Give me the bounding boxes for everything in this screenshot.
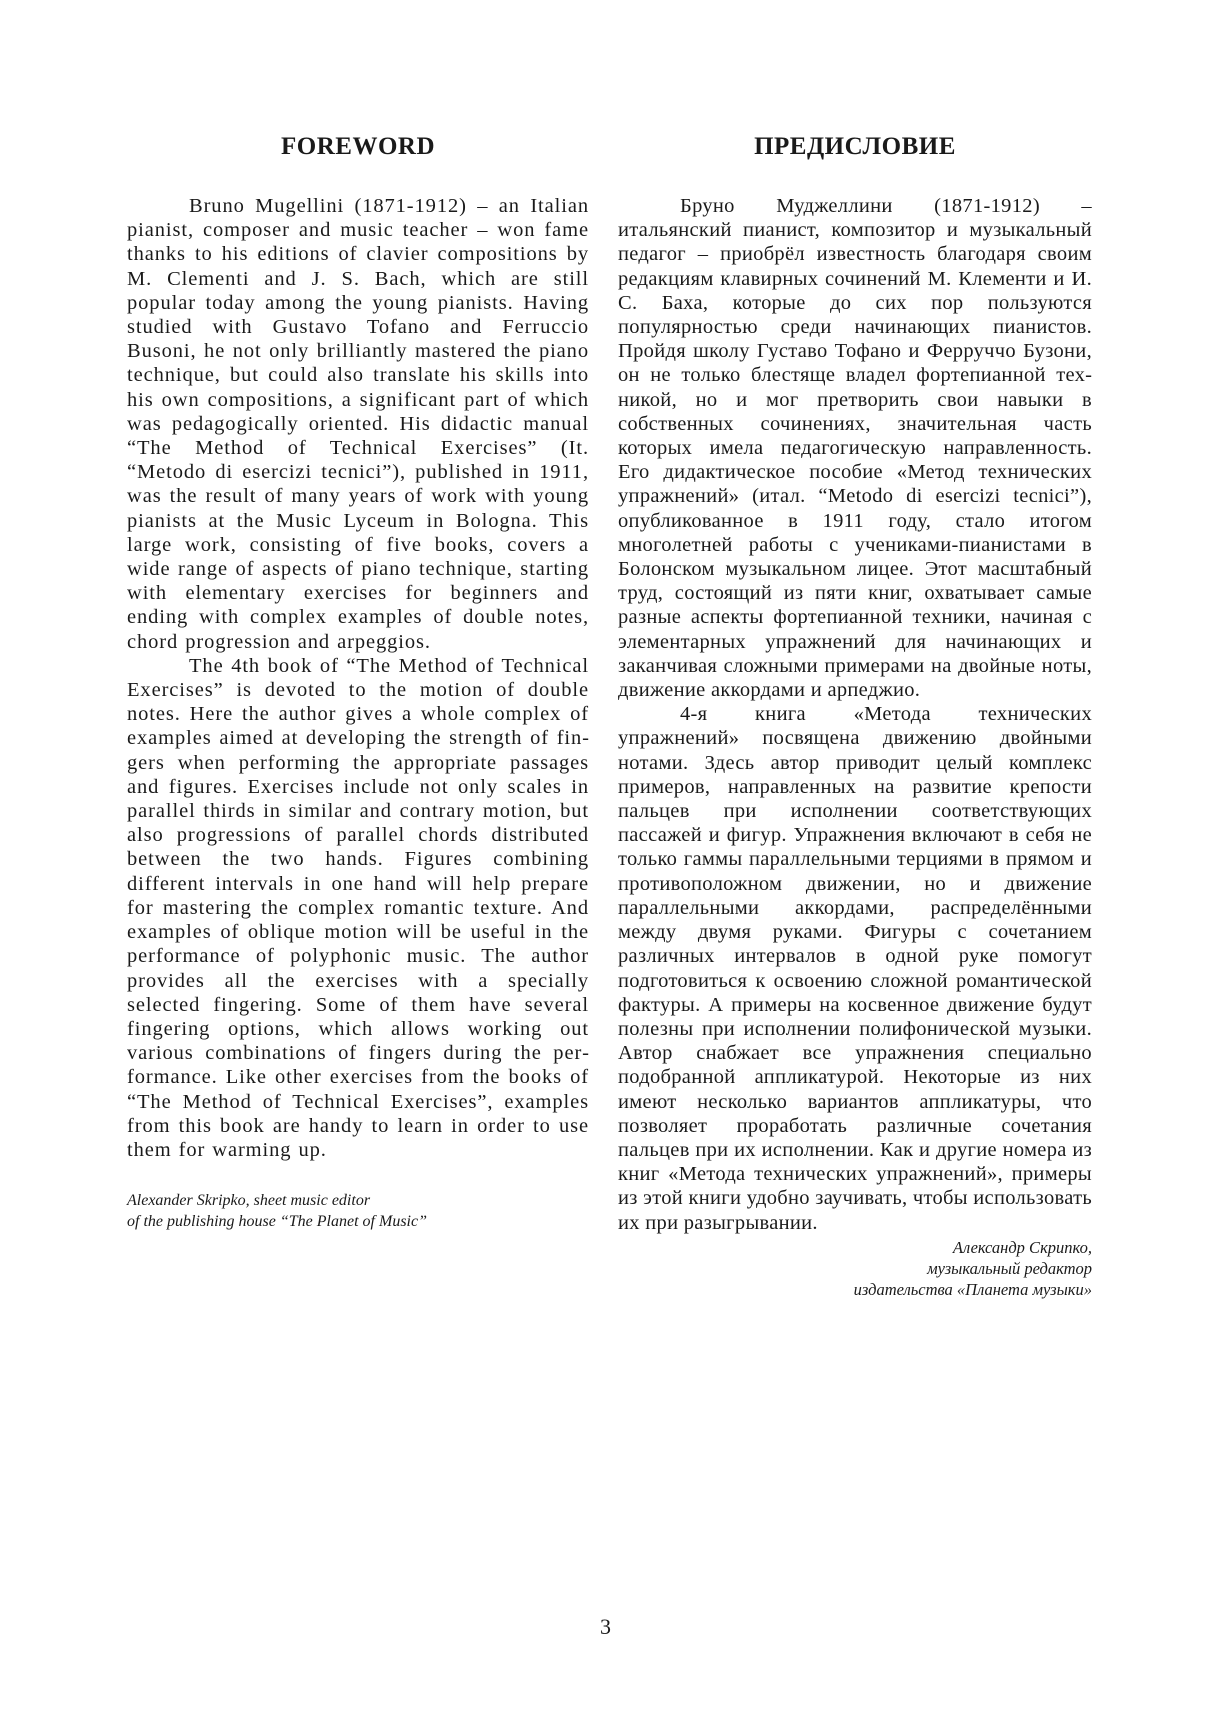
signature-line: Александр Скрипко,	[952, 1237, 1092, 1257]
foreword-english-column	[127, 132, 589, 1232]
signature	[127, 1190, 589, 1232]
foreword-russian-column	[618, 132, 1092, 1300]
signature-line: of the publishing house “The Planet of Music”	[127, 1213, 427, 1231]
signature-line: Alexander Skripko, sheet music editor	[127, 1192, 371, 1210]
foreword-body-russian	[618, 194, 1092, 1235]
paragraph: Bruno Mugellini (1871-1912) – an Italian pianist, composer and music teacher – won fame thanks to his editions of clavier compositions by M. Clementi and J. S. Bach, which are still popular today among the young pianists. Having studied with Gustavo Tofano and Ferruccio Busoni, he not only brilliantly mastered the piano technique, but could also translate his skills into his own compositions, a significant part of which was pedagogically oriented. His didactic manual “The Method of Technical Exercises” (It. “Metodo di esercizi tecnici”), published in 1911, was the result of many years of work with young pianists at the Music Lyceum in Bologna. This large work, consisting of five books, covers a wide range of aspects of piano technique, starting with elementary exercises for beginners and ending with complex examples of double notes, chord progression and arpeggios.	[127, 195, 589, 653]
paragraph: Бруно Муджеллини (1871-1912) – итальянский пианист, композитор и музыкальный педагог – приобрёл известность благодаря своим редакциям клавирных сочинений М. Клементи и И. С. Баха, которые до сих пор пользуются популярностью среди начинающих пианистов. Пройдя школу Густаво Тофано и Ферруччо Бузони, он не только блестяще владел фортепианной техникой, но и мог претворить свои навыки в собственных сочинениях, значительная часть которых имела педагогическую направленность. Его дидактическое пособие «Метод технических упражнений» (итал. “Metodo di esercizi tecnici”), опубликованное в 1911 году, стало итогом многолетней работы с учениками-пианистами в Болонском музыкальном лицее. Этот масштабный труд, состоящий из пяти книг, охватывает самые разные аспекты фортепианной техники, начиная с элементарных упражнений для начинающих и заканчивая сложными примерами на двойные ноты, движение аккордами и арпеджио.	[618, 195, 1092, 702]
signature-line: издательства «Планета музыки»	[853, 1279, 1092, 1299]
paragraph: 4-я книга «Метода технических упражнений» посвящена движению двойными нотами. Здесь автор приводит целый комплекс примеров, направленных на развитие крепости пальцев при исполнении соответствующих пассажей и фигур. Упражнения включают в себя не только гаммы параллельными терциями в прямом и противоположном движении, но и движение параллельными аккордами, распределёнными между двумя руками. Фигуры с сочетанием различных интервалов в одной руке помогут подготовиться к освоению сложной романтической фактуры. А примеры на косвенное движение будут полезны при исполнении полифонической музыки. Автор снабжает все упражнения специально подобранной аппликатурой. Некоторые из них имеют несколько вариантов аппликатуры, что позволяет проработать различные сочетания пальцев при их исполнении. Как и другие номера из книг «Метода технических упражнений», примеры из этой книги удобно заучивать, чтобы использовать их при разыгрывании.	[618, 703, 1092, 1234]
foreword-title: FOREWORD	[281, 133, 435, 160]
signature-russian	[618, 1237, 1092, 1300]
paragraph: The 4th book of “The Method of Technical Exercises” is devoted to the motion of double notes. Here the author gives a whole complex of examples aimed at developing the strength of fingers when performing the appropriate passages and figures. Exercises include not only scales in parallel thirds in similar and contrary motion, but also progressions of parallel chords distributed between the two hands. Figures combining different intervals in one hand will help prepare for mastering the complex romantic texture. And examples of oblique motion will be useful in the performance of polyphonic music. The author provides all the exercises with a specially selected fingering. Some of them have several fingering options, which allows working out various combinations of fingers during the performance. Like other exercises from the books of “The Method of Technical Exercises”, examples from this book are handy to learn in order to use them for warming up.	[127, 654, 589, 1161]
page-number: 3	[600, 1614, 611, 1639]
foreword-body	[127, 194, 589, 1162]
foreword-title-russian: ПРЕДИСЛОВИЕ	[754, 133, 956, 160]
signature-line: музыкальный редактор	[927, 1258, 1092, 1278]
